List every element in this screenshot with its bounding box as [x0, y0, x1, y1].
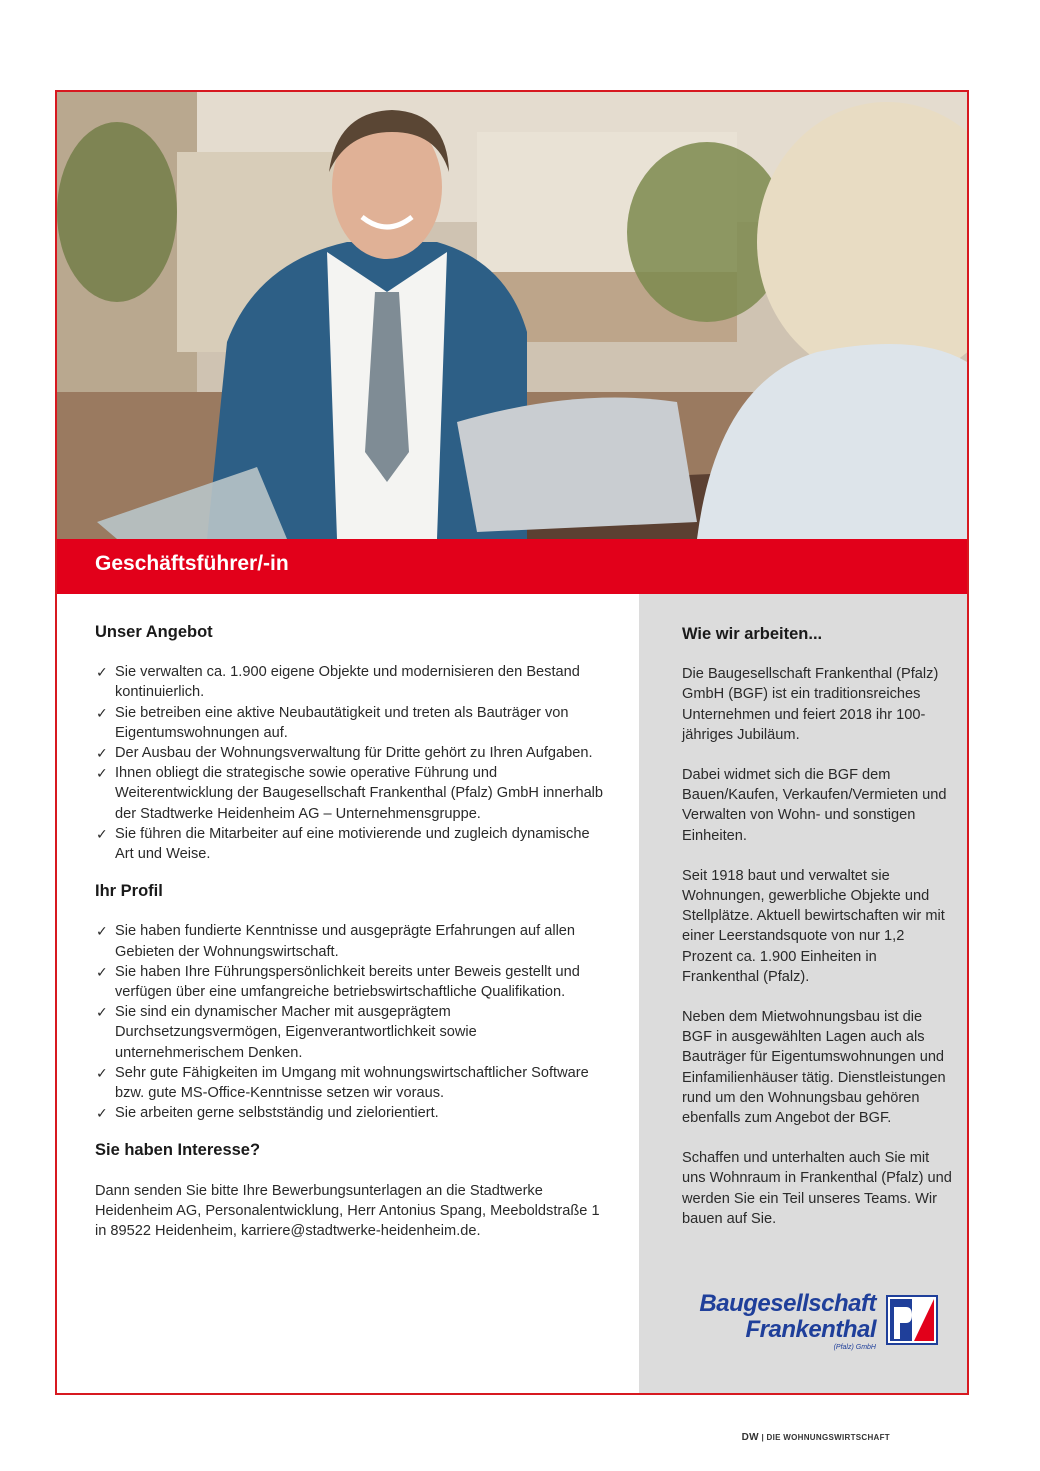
offer-section [95, 622, 605, 864]
company-info [682, 624, 952, 1249]
company-logo [683, 1291, 938, 1361]
profile-item: ✓ Sie sind ein dynamischer Macher mit ausgeprägtem Durchsetzungsvermögen, Eigenverantwortlichkeit sowie unternehmerischem Denken. [96, 1004, 477, 1061]
about-paragraph: Neben dem Mietwohnungsbau ist die BGF in ausgewählten Lagen auch als Bauträger für Eigentumswohnungen und Einfamilienhäuser tätig. Dienstleistungen rund um den Wohnungsbau gehören ebenfalls zum Angebot der BGF. [682, 1009, 946, 1127]
interest-heading: Sie haben Interesse? [95, 1141, 261, 1160]
footer-publication: DIE WOHNUNGSWIRTSCHAFT [766, 1433, 890, 1442]
profile-item: ✓ Sehr gute Fähigkeiten im Umgang mit wohnungswirtschaftlicher Software bzw. gute MS-Office-Kenntnisse setzen wir voraus. [96, 1064, 589, 1102]
offer-item: ✓ Sie führen die Mitarbeiter auf eine motivierende und zugleich dynamische Art und Weise. [96, 825, 590, 863]
profile-section [95, 881, 605, 1123]
profile-item: ✓ Sie haben fundierte Kenntnisse und ausgeprägte Erfahrungen auf allen Gebieten der Wohnungswirtschaft. [96, 923, 576, 960]
about-paragraph: Dabei widmet sich die BGF dem Bauen/Kaufen, Verkaufen/Vermieten und Verwalten von Wohn- und sonstigen Einheiten. [682, 767, 947, 844]
check-icon: ✓ [96, 745, 108, 762]
offer-item: ✓ Sie verwalten ca. 1.900 eigene Objekte und modernisieren den Bestand kontinuierlich. [96, 664, 580, 701]
profile-item: ✓ Sie haben Ihre Führungspersönlichkeit bereits unter Beweis gestellt und verfügen über eine umfangreiche betriebswirtschaftliche Qualifikation. [96, 963, 580, 1001]
job-title-bar [57, 539, 967, 594]
check-icon: ✓ [96, 765, 108, 782]
company-sidebar [639, 594, 967, 1393]
offer-heading: Unser Angebot [95, 623, 213, 641]
profile-list [95, 921, 605, 1123]
check-icon: ✓ [96, 1064, 108, 1081]
footer-brand: DW [741, 1432, 759, 1443]
job-title: Geschäftsführer/-in [95, 552, 289, 575]
logo-wordmark: Baugesellschaft Frankenthal (Pfalz) GmbH [699, 1290, 876, 1351]
offer-list [95, 662, 605, 864]
header-photo [57, 92, 967, 539]
check-icon: ✓ [96, 704, 108, 721]
check-icon: ✓ [96, 1004, 108, 1021]
check-icon: ✓ [96, 1105, 108, 1122]
check-icon: ✓ [96, 825, 108, 842]
publication-footer [742, 1432, 890, 1443]
about-heading: Wie wir arbeiten... [682, 625, 823, 643]
check-icon: ✓ [96, 664, 108, 681]
profile-heading: Ihr Profil [95, 882, 163, 901]
logo-mark-icon [886, 1295, 938, 1345]
check-icon: ✓ [96, 923, 108, 940]
about-paragraph: Seit 1918 baut und verwaltet sie Wohnungen, gewerbliche Objekte und Stellplätze. Aktuell bewirtschaften wir mit einer Leerstandsquote von nur 1,2 Prozent ca. 1.900 Einheiten in Frankenthal (Pfalz). [682, 867, 945, 985]
offer-item: ✓ Sie betreiben eine aktive Neubautätigkeit und treten als Bauträger von Eigentumswohnungen auf. [96, 704, 569, 741]
about-paragraph: Die Baugesellschaft Frankenthal (Pfalz) GmbH (BGF) ist ein traditionsreiches Unternehmen und feiert 2018 ihr 100-jähriges Jubiläum. [682, 666, 939, 743]
left-column [95, 622, 605, 1258]
interest-section [95, 1140, 605, 1241]
job-ad-frame [55, 90, 969, 1395]
footer-separator: | [761, 1433, 764, 1442]
offer-item: ✓ Ihnen obliegt die strategische sowie operative Führung und Weiterentwicklung der Baugesellschaft Frankenthal (Pfalz) GmbH innerhalb der Stadtwerke Heidenheim AG – Unternehmensgruppe. [96, 765, 604, 822]
offer-item: ✓ Der Ausbau der Wohnungsverwaltung für Dritte gehört zu Ihren Aufgaben. [95, 743, 605, 763]
profile-item: ✓ Sie arbeiten gerne selbstständig und zielorientiert. [95, 1103, 605, 1123]
application-contact-text: Dann senden Sie bitte Ihre Bewerbungsunterlagen an die Stadtwerke Heidenheim AG, Personalentwicklung, Herr Antonius Spang, Meeboldstraße 1 in 89522 Heidenheim, karriere@stadtwerke-heidenheim.de. [95, 1182, 600, 1240]
about-paragraph: Schaffen und unterhalten auch Sie mit uns Wohnraum in Frankenthal (Pfalz) und werden Sie ein Teil unseres Teams. Wir bauen auf Sie. [682, 1150, 952, 1227]
check-icon: ✓ [96, 963, 108, 980]
